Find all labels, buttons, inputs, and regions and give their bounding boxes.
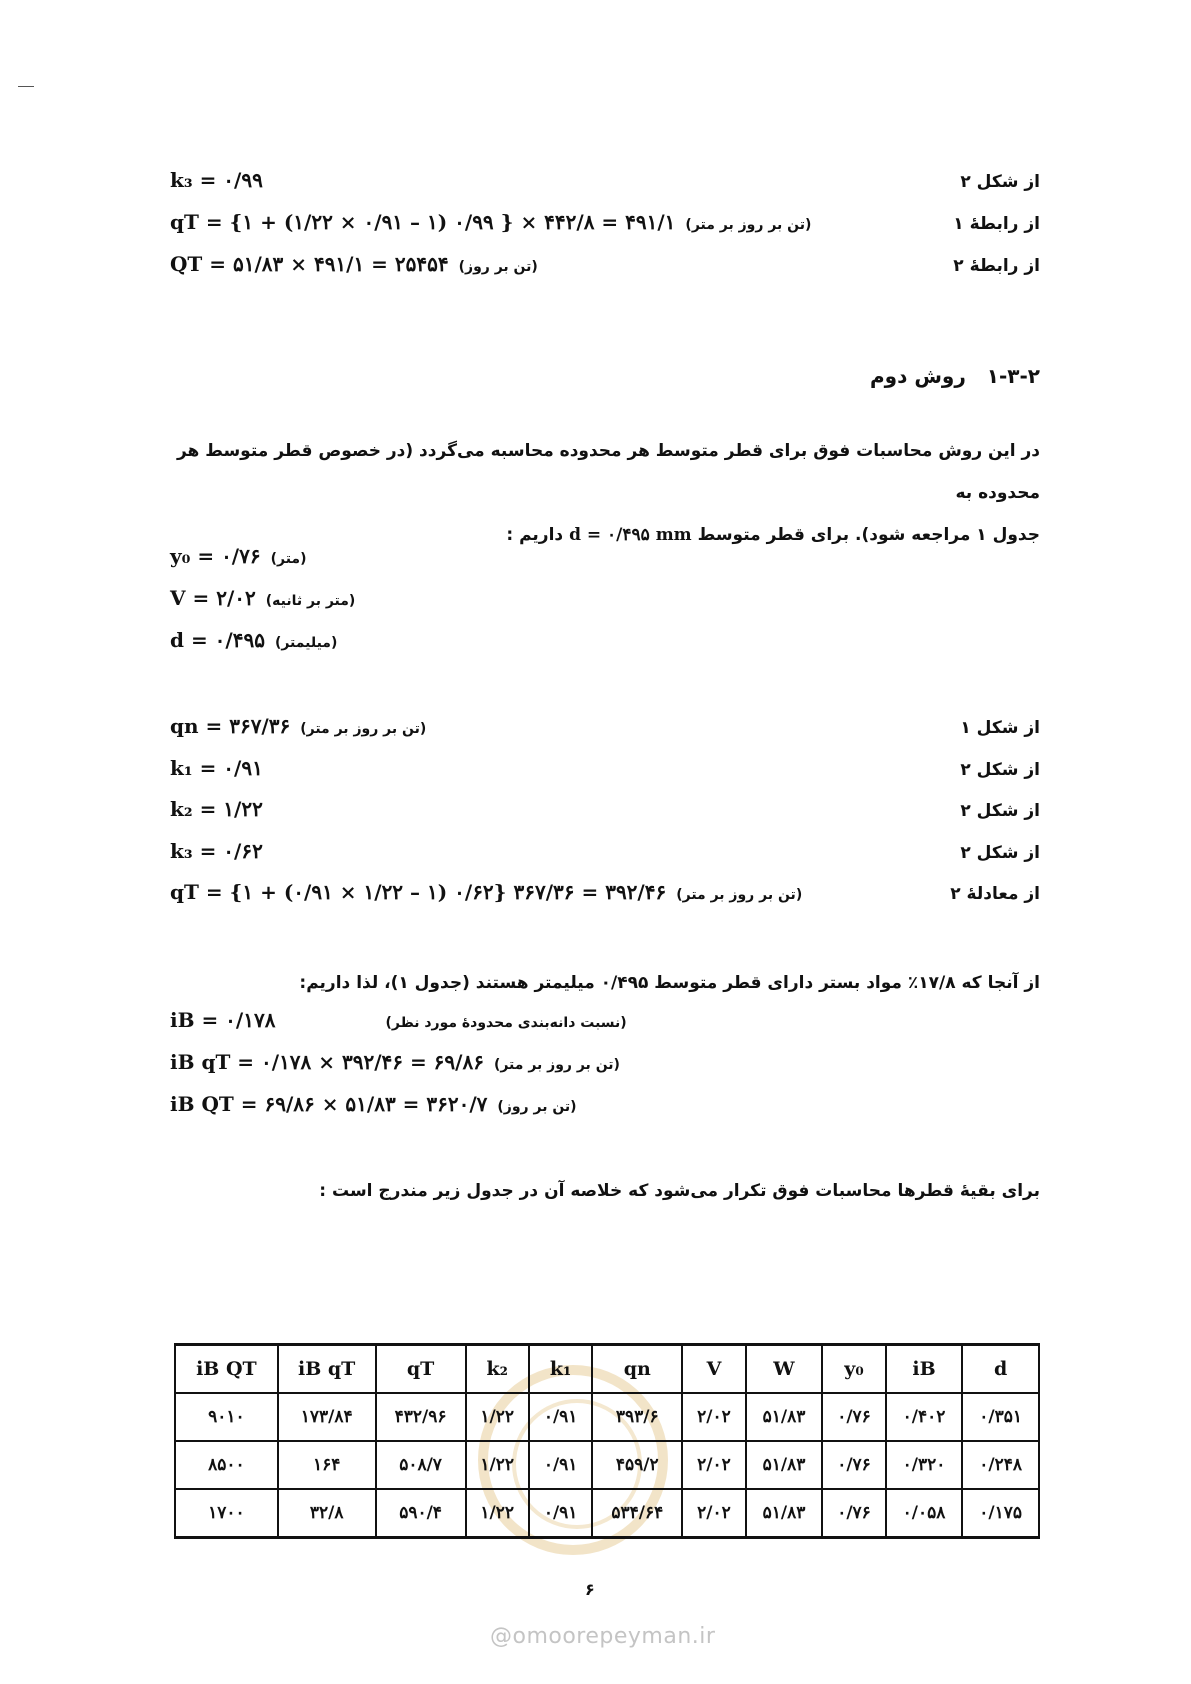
equation-unit: (تن بر روز) [458, 259, 538, 275]
table-header-cell: iB QT [175, 1345, 278, 1394]
equation-unit: (تن بر روز بر متر) [493, 1057, 620, 1073]
equation-line [170, 756, 1040, 790]
table-cell: ۲/۰۲ [682, 1489, 745, 1538]
equation-line [170, 839, 1040, 873]
table-cell: ۰/۱۷۵ [962, 1489, 1039, 1538]
table-row [175, 1489, 1039, 1538]
table-header-cell: W [746, 1345, 823, 1394]
table-cell: ۱۷۳/۸۴ [278, 1393, 376, 1441]
table-intro-paragraph: برای بقیهٔ قطرها محاسبات فوق تکرار می‌شود که خلاصه آن در جدول زیر مندرج است : [319, 1181, 1040, 1201]
table-cell: ۵۱/۸۳ [746, 1441, 823, 1489]
table-cell: ۰/۷۶ [822, 1393, 885, 1441]
table-row [175, 1441, 1039, 1489]
table-header-cell: y₀ [822, 1345, 885, 1394]
equation-unit: (تن بر روز) [497, 1099, 577, 1115]
table-cell: ۰/۷۶ [822, 1441, 885, 1489]
equation: iB QT = ۶۹/۸۶ × ۵۱/۸۳ = ۳۶۲۰/۷ (تن بر روز) [170, 1092, 577, 1116]
table-header-cell: qT [376, 1345, 466, 1394]
equation-line [170, 714, 1040, 748]
equation-unit: (تن بر روز بر متر) [676, 887, 803, 903]
table-header-cell: qn [592, 1345, 682, 1394]
equation-line [170, 210, 1040, 244]
intro-formula: d = ۰/۴۹۵ mm [569, 525, 692, 545]
equation: qT = {۱ + (۱/۲۲ × ۰/۹۱ – ۱) ۰/۹۹ } × ۴۴۲/۸ = ۴۹۱/۱ (تن بر روز بر متر) [170, 210, 812, 234]
equation-line [170, 1050, 1040, 1084]
equation: iB qT = ۰/۱۷۸ × ۳۹۲/۴۶ = ۶۹/۸۶ (تن بر روز بر متر) [170, 1050, 620, 1074]
table-cell: ۰/۷۶ [822, 1489, 885, 1538]
table-cell: ۴۵۹/۲ [592, 1441, 682, 1489]
table-header-cell: iB [886, 1345, 963, 1394]
section-heading [870, 364, 1040, 388]
equation-source: از رابطهٔ ۲ [953, 256, 1040, 276]
equation: qn = ۳۶۷/۳۶ (تن بر روز بر متر) [170, 714, 427, 738]
equation: k₂ = ۱/۲۲ [170, 797, 263, 821]
equation: V = ۲/۰۲ (متر بر ثانیه) [170, 586, 356, 610]
parameter-line [170, 586, 1040, 620]
table-cell: ۰/۹۱ [529, 1393, 592, 1441]
equation: y₀ = ۰/۷۶ (متر) [170, 544, 307, 568]
equation-line [170, 797, 1040, 831]
equation: k₃ = ۰/۶۲ [170, 839, 263, 863]
table-header-cell: V [682, 1345, 745, 1394]
table-cell: ۱/۲۲ [466, 1393, 529, 1441]
table-header-cell: k₁ [529, 1345, 592, 1394]
table-cell: ۰/۲۴۸ [962, 1441, 1039, 1489]
table-header-cell: iB qT [278, 1345, 376, 1394]
equation-unit: (متر) [270, 551, 307, 567]
conclusion-paragraph: از آنجا که ۱۷/۸٪ مواد بستر دارای قطر متوسط ۰/۴۹۵ میلیمتر هستند (جدول ۱)، لذا داریم: [299, 973, 1040, 993]
equation-source: از شکل ۲ [960, 760, 1040, 780]
table-cell: ۳۹۳/۶ [592, 1393, 682, 1441]
equation: QT = ۵۱/۸۳ × ۴۹۱/۱ = ۲۵۴۵۴ (تن بر روز) [170, 252, 538, 276]
equation: k₃ = ۰/۹۹ [170, 168, 263, 192]
table-cell: ۱/۲۲ [466, 1441, 529, 1489]
table-header-row [175, 1345, 1039, 1394]
table-cell: ۱/۲۲ [466, 1489, 529, 1538]
equation-line [170, 1092, 1040, 1126]
equation: d = ۰/۴۹۵ (میلیمتر) [170, 628, 338, 652]
equation-unit: (نسبت دانه‌بندی محدودهٔ مورد نظر) [385, 1015, 627, 1031]
table-cell: ۲/۰۲ [682, 1441, 745, 1489]
equation-line [170, 880, 1040, 914]
table-cell: ۹۰۱۰ [175, 1393, 278, 1441]
table-row [175, 1393, 1039, 1441]
section-title: روش دوم [870, 364, 966, 388]
parameter-line [170, 544, 1040, 578]
equation-source: از معادلهٔ ۲ [950, 884, 1040, 904]
equation: qT = {۱ + (۰/۹۱ × ۱/۲۲ – ۱) ۰/۶۲} ۳۶۷/۳۶ = ۳۹۲/۴۶ (تن بر روز بر متر) [170, 880, 803, 904]
table-cell: ۵۰۸/۷ [376, 1441, 466, 1489]
equation-source: از شکل ۲ [960, 172, 1040, 192]
table-cell: ۰/۹۱ [529, 1441, 592, 1489]
table-cell: ۳۲/۸ [278, 1489, 376, 1538]
equation-source: از شکل ۲ [960, 801, 1040, 821]
table-cell: ۰/۳۵۱ [962, 1393, 1039, 1441]
table-header-cell: k₂ [466, 1345, 529, 1394]
table-cell: ۰/۹۱ [529, 1489, 592, 1538]
equation-line [170, 252, 1040, 286]
table-cell: ۵۹۰/۴ [376, 1489, 466, 1538]
table-cell: ۰/۴۰۲ [886, 1393, 963, 1441]
table-cell: ۰/۳۲۰ [886, 1441, 963, 1489]
equation-source: از شکل ۲ [960, 843, 1040, 863]
parameter-line [170, 628, 1040, 662]
section-number: ۱-۳-۲ [986, 364, 1040, 388]
table-cell: ۱۶۴ [278, 1441, 376, 1489]
table-cell: ۲/۰۲ [682, 1393, 745, 1441]
equation-source: از شکل ۱ [960, 718, 1040, 738]
table-cell: ۵۳۴/۶۴ [592, 1489, 682, 1538]
table-cell: ۵۱/۸۳ [746, 1393, 823, 1441]
table-cell: ۰/۰۵۸ [886, 1489, 963, 1538]
intro-line-1: در این روش محاسبات فوق برای قطر متوسط هر محدوده محاسبه می‌گردد (در خصوص قطر متوسط هر محدوده به [176, 441, 1040, 503]
equation-source: از رابطهٔ ۱ [953, 214, 1040, 234]
margin-mark [18, 86, 34, 87]
equation-unit: (متر بر ثانیه) [265, 593, 356, 609]
site-watermark: @omoorepeyman.ir [490, 1624, 716, 1649]
equation: iB = ۰/۱۷۸ (نسبت دانه‌بندی محدودهٔ مورد نظر) [170, 1008, 627, 1032]
table-cell: ۸۵۰۰ [175, 1441, 278, 1489]
table-cell: ۱۷۰۰ [175, 1489, 278, 1538]
summary-table [174, 1343, 1040, 1539]
intro-line-2: جدول ۱ مراجعه شود). برای قطر متوسط d = ۰/۴۹۵ mm داریم : [506, 525, 1040, 545]
intro-paragraph [170, 430, 1040, 556]
equation: k₁ = ۰/۹۱ [170, 756, 263, 780]
equation-line [170, 1008, 1040, 1042]
equation-unit: (میلیمتر) [274, 635, 338, 651]
table-cell: ۵۱/۸۳ [746, 1489, 823, 1538]
equation-unit: (تن بر روز بر متر) [685, 217, 812, 233]
equation-line [170, 168, 1040, 202]
page-number: ۶ [585, 1580, 595, 1599]
table-header-cell: d [962, 1345, 1039, 1394]
equation-unit: (تن بر روز بر متر) [300, 721, 427, 737]
table-cell: ۴۳۲/۹۶ [376, 1393, 466, 1441]
